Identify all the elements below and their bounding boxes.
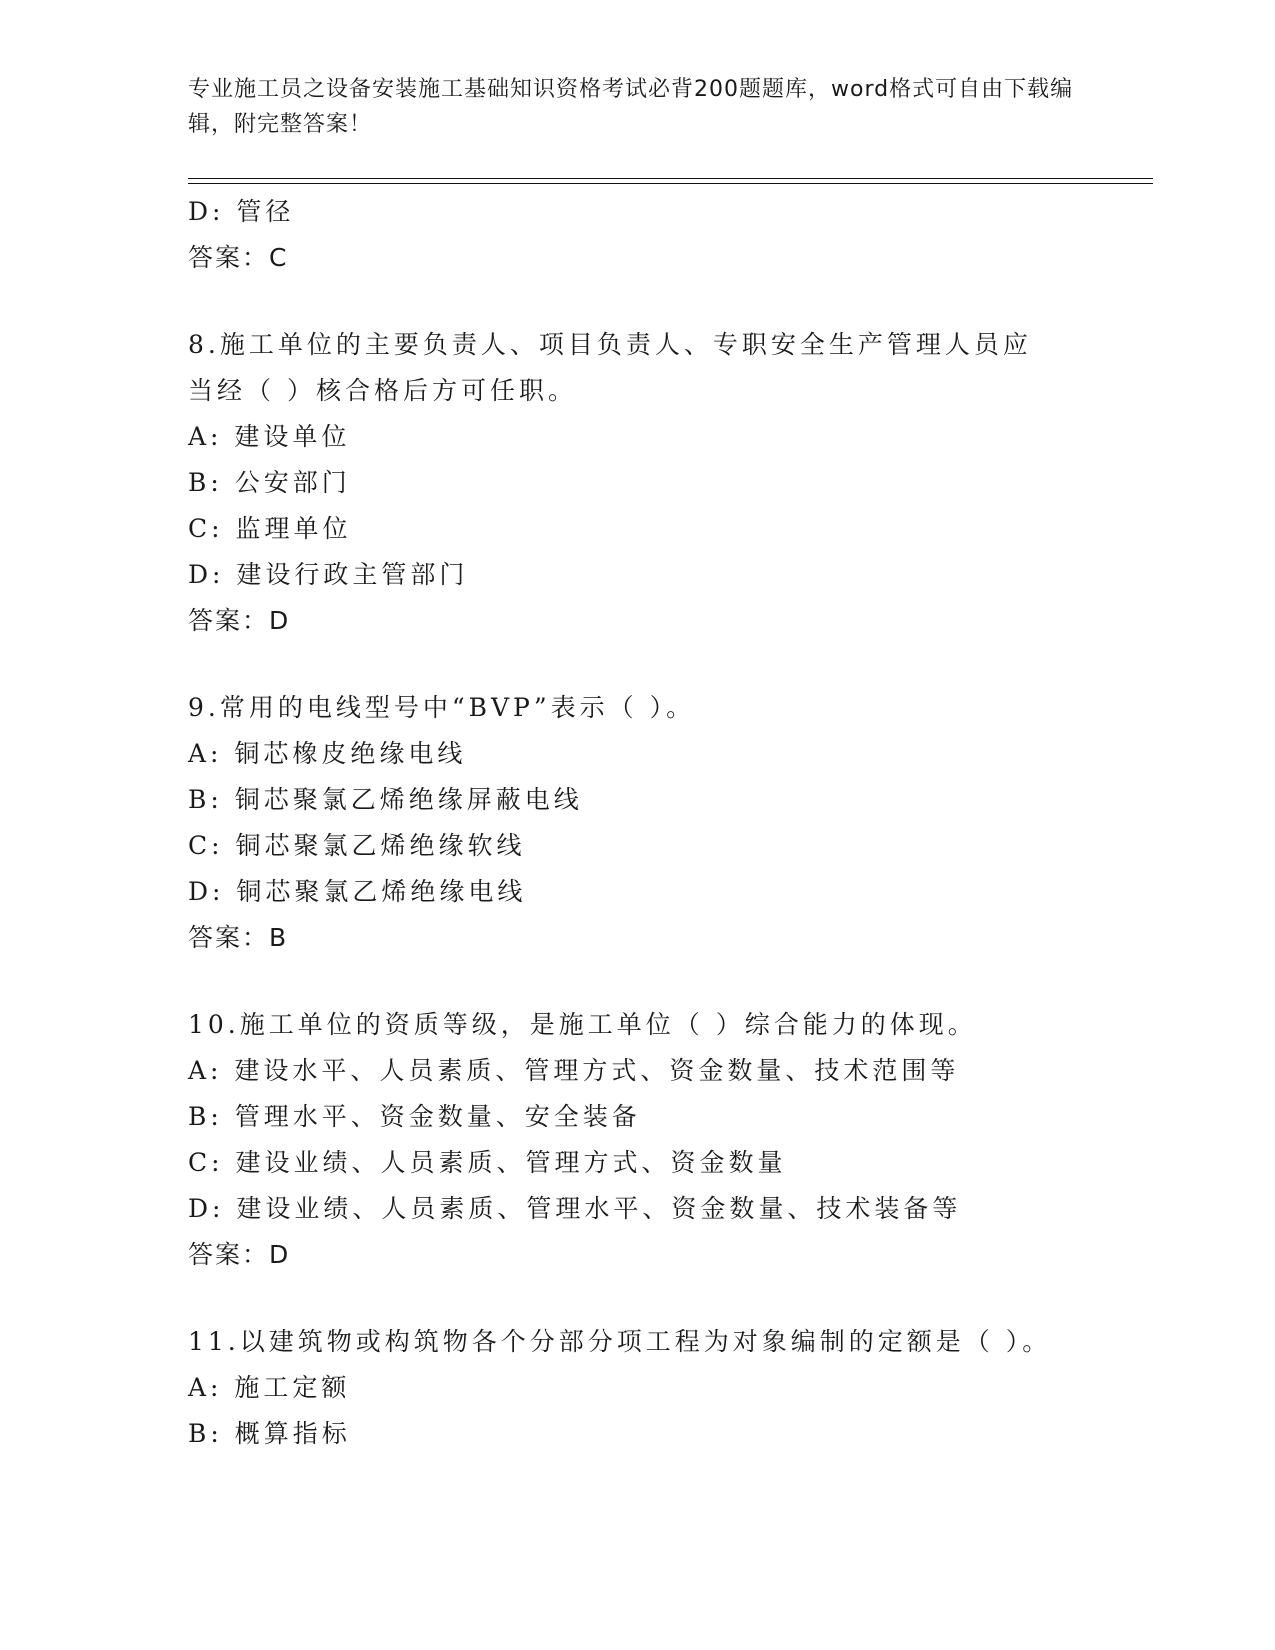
question-stem-wrap <box>188 322 1048 414</box>
spacer <box>188 281 1068 322</box>
question-11 <box>188 1319 1068 1457</box>
option-d: D: 建设业绩、人员素质、管理水平、资金数量、技术装备等 <box>188 1194 962 1223</box>
spacer <box>188 961 1068 1002</box>
option-c: C: 建设业绩、人员素质、管理方式、资金数量 <box>188 1148 787 1177</box>
answer-line: 答案：D <box>188 606 291 635</box>
option-b: B: 公安部门 <box>188 468 351 497</box>
question-stem: 8.施工单位的主要负责人、项目负责人、专职安全生产管理人员应当经（ ）核合格后方可任职。 <box>188 330 1032 405</box>
header-divider-top <box>188 178 1153 179</box>
option-a: A: 建设单位 <box>188 422 351 451</box>
header-divider-bottom <box>188 183 1153 184</box>
option-a: A: 建设水平、人员素质、管理方式、资金数量、技术范围等 <box>188 1056 960 1085</box>
question-stem: 10.施工单位的资质等级，是施工单位（ ）综合能力的体现。 <box>188 1010 977 1039</box>
spacer <box>188 1278 1068 1319</box>
option-c: C: 铜芯聚氯乙烯绝缘软线 <box>188 831 526 860</box>
option-a: A: 铜芯橡皮绝缘电线 <box>188 739 467 768</box>
option-d: D: 铜芯聚氯乙烯绝缘电线 <box>188 877 527 906</box>
option-c: C: 监理单位 <box>188 514 352 543</box>
prev-question-tail <box>188 189 1068 281</box>
document-body <box>188 189 1068 1457</box>
spacer <box>188 644 1068 685</box>
question-8 <box>188 322 1068 644</box>
question-stem: 9.常用的电线型号中“BVP”表示（ ）。 <box>188 693 696 722</box>
question-9 <box>188 685 1068 961</box>
answer-line: 答案：C <box>188 243 289 272</box>
option-b: B: 管理水平、资金数量、安全装备 <box>188 1102 641 1131</box>
option-b: B: 铜芯聚氯乙烯绝缘屏蔽电线 <box>188 785 583 814</box>
answer-line: 答案：D <box>188 1240 291 1269</box>
question-10 <box>188 1002 1068 1278</box>
option-d: D: 建设行政主管部门 <box>188 560 469 589</box>
option-a: A: 施工定额 <box>188 1373 351 1402</box>
option-b: B: 概算指标 <box>188 1419 351 1448</box>
document-header <box>188 72 1088 142</box>
option-d: D: 管径 <box>188 197 295 226</box>
question-stem: 11.以建筑物或构筑物各个分部分项工程为对象编制的定额是（ ）。 <box>188 1327 1052 1356</box>
header-title: 专业施工员之设备安装施工基础知识资格考试必背200题题库，word格式可自由下载编辑，附完整答案！ <box>188 77 1074 137</box>
answer-line: 答案：B <box>188 923 289 952</box>
